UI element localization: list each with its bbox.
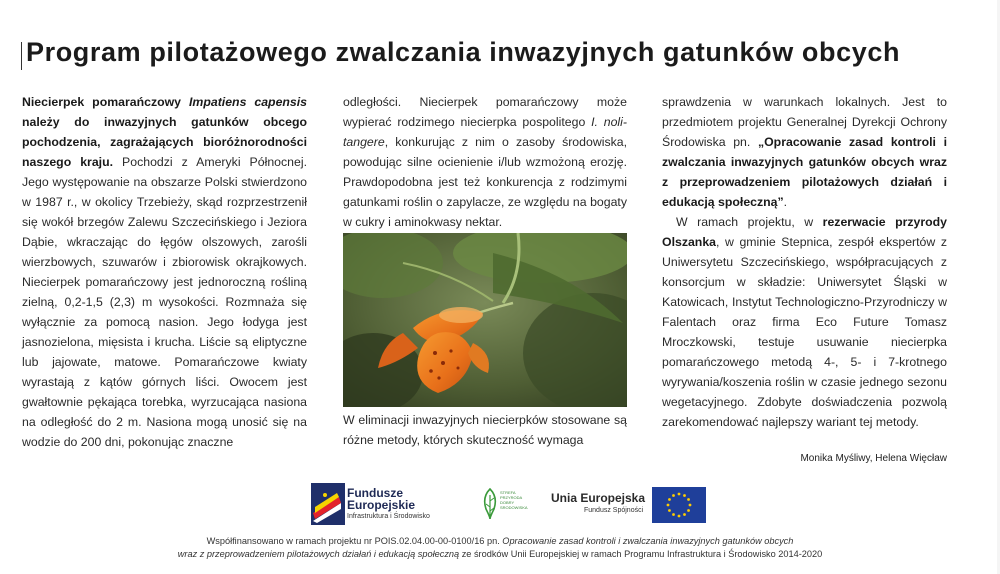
- eu-star: [678, 493, 681, 496]
- native-species-name: I. noli-tangere: [343, 115, 627, 149]
- fe-subtitle: Infrastruktura i Środowisko: [347, 513, 430, 520]
- eu-star: [689, 504, 692, 507]
- text-span: , w gminie Stepnica, zespół ekspertów z Uniwersytetu Szczecińskiego, współpracujących z konsorcjum w składzie: Uniwersytet Śląski w Katowicach, Instytut Technologiczno-Przyrodniczy w Falentach oraz firma Eco Future Tomasz Mroczkowski, testuje usuwanie niecierpka pomarańczowego metodą 4-, 5- i 7-krotnego wyrywania/koszenia roślin w czasie jednego sezonu wegetacyjnego. Zdobyte doświadczenia pozwolą zarekomendować najlepszy wariant tej metody.: [662, 235, 947, 429]
- leaf-logo-text: STREFA PRZYRODA DOBRY SRODOWISKA: [500, 490, 528, 510]
- flower-photo: [343, 233, 627, 407]
- intro-bold-1: Niecierpek pomarańczowy: [22, 95, 189, 109]
- column-1: [22, 92, 307, 452]
- eu-star: [668, 509, 671, 512]
- paragraph-reserve: [662, 212, 947, 432]
- text-cursor: [21, 42, 22, 70]
- eu-title: Unia Europejska: [551, 491, 646, 505]
- reserve-name: rezerwacie przyrody Olszanka: [662, 215, 947, 249]
- eu-star: [683, 513, 686, 516]
- column-3: [662, 92, 947, 432]
- paragraph-competition: [343, 92, 627, 232]
- intro-bold-2: należy do inwazyjnych gatunków obcego pochodzenia, zagrażających bioróżnorodności naszego kraju.: [22, 115, 307, 169]
- footer-line-1: [0, 535, 1000, 548]
- species-name: Impatiens capensis: [189, 95, 308, 109]
- text-span: , konkurując z nim o zasoby środowiska, powodując silne ocienienie i/lub wzmożoną erozję. Prawdopodobna jest też konkurencja z rodzimymi gatunkami roślin o zapylacze, ze względu na bogaty w cukry i aminokwasy nektar.: [343, 135, 627, 229]
- intro-rest: Pochodzi z Ameryki Północnej. Jego występowanie na obszarze Polski stwierdzono w 1987 r., w okolicy Trzebieży, skąd rozprzestrzenił się wokół brzegów Zalewu Szczecińskiego i Jeziora Dąbie, wkraczając do łęgów olszowych, zarośli wierzbowych, szuwarów i zbiorowisk okrajkowych. Niecierpek pomarańczowy jest jednoroczną rośliną zielną, 0,2-1,5 (2,3) m wysokości. Rozmnaża się wyłącznie za pomocą nasion. Jego łodyga jest jasnozielona, mięsista i krucha. Liście są eliptyczne lub jajowate, matowe. Pomarańczowe kwiaty wyrastają z kątów górnych liści. Owocem jest gwałtownie pękająca torebka, wyrzucająca nasiona na odległość do 2 m. Nasiona mogą unosić się na wodzie do 200 dni, pokonując znaczne: [22, 155, 307, 449]
- eu-star: [687, 509, 690, 512]
- footer-line-2: [0, 548, 1000, 561]
- fundusze-europejskie-text: [347, 487, 430, 523]
- text-span: Współfinansowano w ramach projektu nr POIS.02.04.00-00-0100/16 pn.: [206, 536, 503, 546]
- paragraph-intro: [22, 92, 307, 452]
- eu-star: [672, 513, 675, 516]
- funding-footer: [0, 535, 1000, 561]
- text-span: W ramach projektu, w: [676, 215, 823, 229]
- project-name: „Opracowanie zasad kontroli i zwalczania inwazyjnych gatunków obcych wraz z przeprowadzeniem pilotażowych działań i edukacją społeczną”: [662, 135, 947, 209]
- fundusze-europejskie-logo: [311, 483, 345, 525]
- impatiens-flower-image: [343, 233, 627, 407]
- eu-star: [687, 498, 690, 501]
- text-span: ze środków Unii Europejskiej w ramach Programu Infrastruktura i Środowisko 2014-2020: [459, 549, 823, 559]
- eu-flag-icon: [652, 487, 706, 523]
- project-title-italic: wraz z przeprowadzeniem pilotażowych działań i edukacją społeczną: [177, 549, 460, 559]
- eu-star: [678, 515, 681, 518]
- fe-line-1: Fundusze: [347, 486, 403, 500]
- article-title: Program pilotażowego zwalczania inwazyjnych gatunków obcych: [26, 37, 901, 67]
- paragraph-project: [662, 92, 947, 212]
- text-span: sprawdzenia w warunkach lokalnych. Jest to przedmiotem projektu Generalnej Dyrekcji Ochrony Środowiska pn.: [662, 95, 947, 149]
- eu-star: [668, 498, 671, 501]
- eu-star: [667, 504, 670, 507]
- photo-caption: W eliminacji inwazyjnych niecierpków stosowane są różne metody, których skuteczność wymaga: [343, 413, 627, 447]
- text-span: .: [783, 195, 788, 209]
- column-2: [343, 92, 627, 232]
- authors-signature: Monika Myśliwy, Helena Więcław: [800, 453, 947, 464]
- project-title-italic: Opracowanie zasad kontroli i zwalczania inwazyjnych gatunków obcych: [502, 536, 794, 546]
- fe-line-2: Europejskie: [347, 498, 416, 512]
- eu-star: [683, 494, 686, 497]
- text-span: odległości. Niecierpek pomarańczowy może wypierać rodzimego niecierpka pospolitego: [343, 95, 627, 129]
- eu-subtitle: Fundusz Spójności: [584, 507, 644, 514]
- eu-star: [672, 494, 675, 497]
- leaf-logo-icon: [480, 487, 500, 521]
